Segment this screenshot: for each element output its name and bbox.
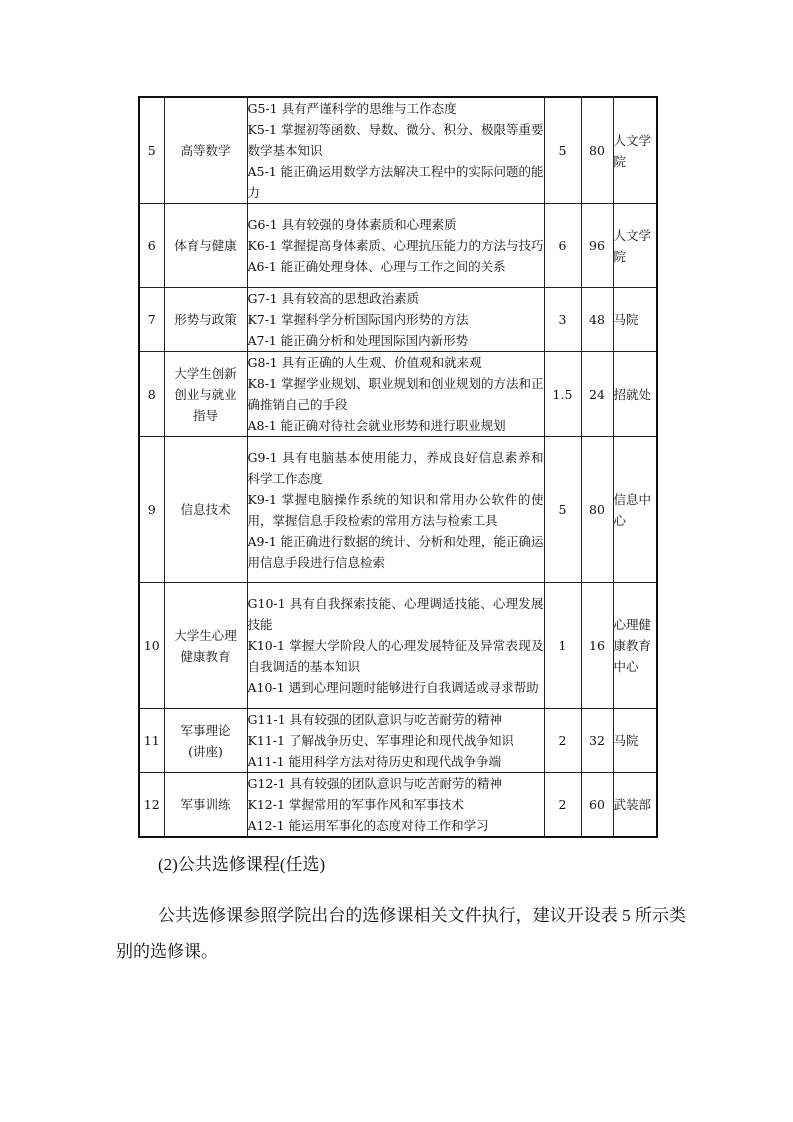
course-goal: G5-1 具有严谨科学的思维与工作态度 bbox=[247, 101, 457, 116]
course-department: 招就处 bbox=[613, 352, 657, 437]
course-number: 8 bbox=[139, 352, 164, 437]
course-name bbox=[164, 352, 247, 437]
course-name bbox=[164, 204, 247, 288]
course-goal: G7-1 具有较高的思想政治素质 bbox=[247, 291, 420, 306]
course-goal: G8-1 具有正确的人生观、价值观和就来观 bbox=[247, 355, 482, 370]
course-name bbox=[164, 288, 247, 352]
course-goal: A5-1 能正确运用数学方法解决工程中的实际问题的能力 bbox=[247, 164, 544, 200]
course-goals bbox=[247, 352, 544, 437]
course-goal: A8-1 能正确对待社会就业形势和进行职业规划 bbox=[247, 418, 506, 433]
course-goal: K7-1 掌握科学分析国际国内形势的方法 bbox=[247, 312, 469, 327]
course-name bbox=[164, 773, 247, 838]
course-name-line: 高等数学 bbox=[180, 143, 231, 158]
table-row bbox=[139, 97, 657, 204]
course-hours: 24 bbox=[581, 352, 613, 437]
course-name-line: 形势与政策 bbox=[174, 312, 237, 327]
course-department: 人文学院 bbox=[613, 204, 657, 288]
course-goals bbox=[247, 97, 544, 204]
course-department: 武装部 bbox=[613, 773, 657, 838]
course-number: 10 bbox=[139, 583, 164, 709]
course-number: 7 bbox=[139, 288, 164, 352]
course-credit: 2 bbox=[544, 773, 581, 838]
course-goal: K9-1 掌握电脑操作系统的知识和常用办公软件的使用，掌握信息手段检索的常用方法与检索工具 bbox=[247, 491, 544, 528]
course-name-line: 健康教育 bbox=[180, 648, 231, 664]
table-body bbox=[139, 97, 657, 837]
course-goal: G11-1 具有较强的团队意识与吃苦耐劳的精神 bbox=[247, 712, 503, 727]
course-department: 马院 bbox=[613, 288, 657, 352]
course-credit: 1.5 bbox=[544, 352, 581, 437]
course-number: 12 bbox=[139, 773, 164, 838]
course-credit: 2 bbox=[544, 709, 581, 773]
course-department: 心理健康教育中心 bbox=[613, 583, 657, 709]
course-goal: K6-1 掌握提高身体素质、心理抗压能力的方法与技巧 bbox=[247, 238, 544, 253]
table-row bbox=[139, 352, 657, 437]
course-goals bbox=[247, 288, 544, 352]
course-goal: K10-1 掌握大学阶段人的心理发展特征及异常表现及自我调适的基本知识 bbox=[247, 638, 544, 674]
course-goals bbox=[247, 773, 544, 838]
course-hours: 80 bbox=[581, 97, 613, 204]
section-heading: (2)公共选修课程(任选) bbox=[158, 855, 326, 874]
course-credit: 6 bbox=[544, 204, 581, 288]
course-goal: A6-1 能正确处理身体、心理与工作之间的关系 bbox=[247, 259, 506, 274]
course-department: 信息中心 bbox=[613, 437, 657, 583]
course-hours: 48 bbox=[581, 288, 613, 352]
course-credit: 3 bbox=[544, 288, 581, 352]
course-goal: G6-1 具有较强的身体素质和心理素质 bbox=[247, 217, 457, 232]
course-goal: A7-1 能正确分析和处理国际国内新形势 bbox=[247, 333, 469, 348]
course-name-line: 军事理论 bbox=[180, 722, 231, 738]
course-number: 6 bbox=[139, 204, 164, 288]
table-row bbox=[139, 437, 657, 583]
course-table bbox=[138, 96, 658, 838]
course-name bbox=[164, 437, 247, 583]
course-goals bbox=[247, 204, 544, 288]
course-credit: 5 bbox=[544, 437, 581, 583]
table-row bbox=[139, 288, 657, 352]
course-hours: 16 bbox=[581, 583, 613, 709]
course-goal: G9-1 具有电脑基本使用能力，养成良好信息素养和科学工作态度 bbox=[247, 449, 544, 486]
course-number: 11 bbox=[139, 709, 164, 773]
course-name-line: 大学生创新 bbox=[174, 365, 237, 381]
course-number: 5 bbox=[139, 97, 164, 204]
table-row bbox=[139, 583, 657, 709]
course-name bbox=[164, 709, 247, 773]
course-hours: 96 bbox=[581, 204, 613, 288]
course-name-line: (讲座) bbox=[188, 743, 223, 759]
course-goal: A11-1 能用科学方法对待历史和现代战争争端 bbox=[247, 754, 502, 769]
course-name bbox=[164, 583, 247, 709]
course-goal: K11-1 了解战争历史、军事理论和现代战争知识 bbox=[247, 733, 514, 748]
course-goal: K8-1 掌握学业规划、职业规划和创业规划的方法和正确推销自己的手段 bbox=[247, 376, 544, 412]
course-goal: A9-1 能正确进行数据的统计、分析和处理，能正确运用信息手段进行信息检索 bbox=[247, 533, 544, 570]
course-name bbox=[164, 97, 247, 204]
course-goal: A12-1 能运用军事化的态度对待工作和学习 bbox=[247, 818, 489, 833]
section-paragraph: 公共选修课参照学院出台的选修课相关文件执行，建议开设表 5 所示类别的选修课。 bbox=[116, 906, 686, 961]
course-name-line: 体育与健康 bbox=[174, 238, 237, 253]
course-goal: K5-1 掌握初等函数、导数、微分、积分、极限等重要数学基本知识 bbox=[247, 122, 544, 158]
course-goals bbox=[247, 437, 544, 583]
course-name-line: 指导 bbox=[192, 407, 218, 423]
course-name-line: 军事训练 bbox=[180, 797, 231, 812]
course-hours: 32 bbox=[581, 709, 613, 773]
course-goal: A10-1 遇到心理问题时能够进行自我调适或寻求帮助 bbox=[247, 680, 539, 695]
course-number: 9 bbox=[139, 437, 164, 583]
course-goal: G12-1 具有较强的团队意识与吃苦耐劳的精神 bbox=[247, 776, 503, 791]
course-goal: G10-1 具有自我探索技能、心理调适技能、心理发展技能 bbox=[247, 596, 544, 632]
course-credit: 5 bbox=[544, 97, 581, 204]
course-department: 人文学院 bbox=[613, 97, 657, 204]
table-row bbox=[139, 204, 657, 288]
course-goals bbox=[247, 583, 544, 709]
course-goals bbox=[247, 709, 544, 773]
table-row bbox=[139, 773, 657, 838]
course-goal: K12-1 掌握常用的军事作风和军事技术 bbox=[247, 797, 464, 812]
table-row bbox=[139, 709, 657, 773]
course-hours: 80 bbox=[581, 437, 613, 583]
course-credit: 1 bbox=[544, 583, 581, 709]
course-hours: 60 bbox=[581, 773, 613, 838]
course-name-line: 创业与就业 bbox=[174, 386, 237, 402]
course-name-line: 信息技术 bbox=[180, 502, 231, 517]
course-name-line: 大学生心理 bbox=[174, 627, 237, 643]
course-department: 马院 bbox=[613, 709, 657, 773]
